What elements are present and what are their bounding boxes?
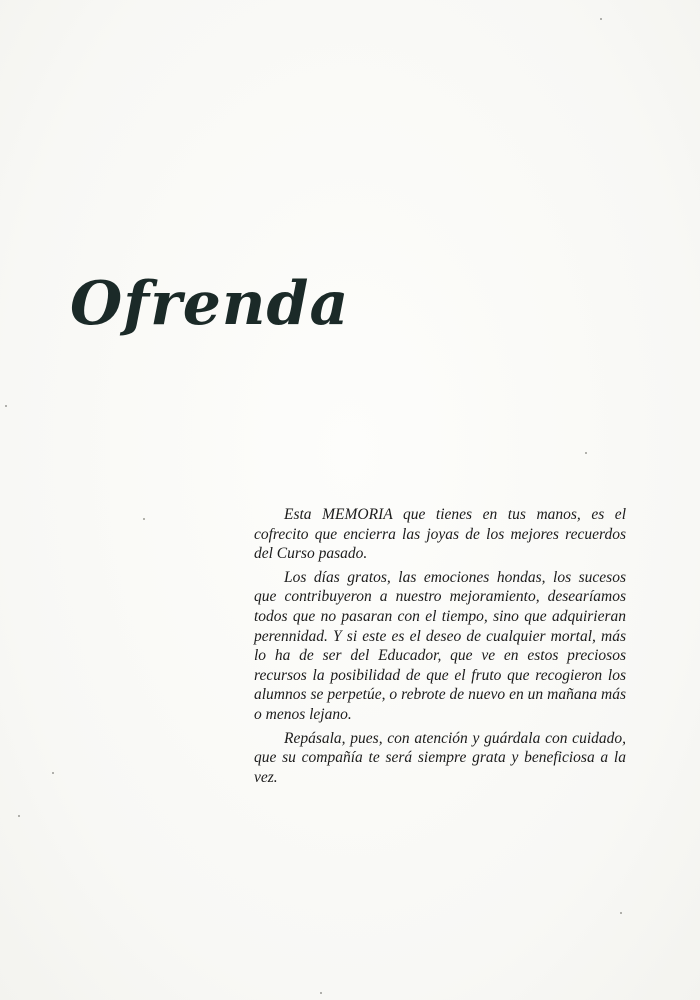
paper-speck <box>600 18 602 20</box>
paragraph-1: Esta MEMORIA que tienes en tus manos, es el cofrecito que encierra las joyas de los mejores recuerdos del Curso pasado. <box>254 506 626 563</box>
paragraph-2: Los días gratos, las emociones hondas, los sucesos que contribuyeron a nuestro mejoramiento, desearíamos todos que no pasaran con el tiempo, sino que adquirieran perennidad. Y si este es el deseo de cualquier mortal, más lo ha de ser del Educador, que ve en estos preciosos recursos la posibilidad de que el fruto que recogieron los alumnos se perpetúe, o rebrote de nuevo en un mañana más o menos lejano. <box>254 568 626 723</box>
dedication-text <box>254 505 626 791</box>
paper-speck <box>320 992 322 994</box>
paper-speck <box>52 772 54 774</box>
page-title: Ofrenda <box>70 269 350 339</box>
paper-speck <box>143 518 145 520</box>
paper-speck <box>18 815 20 817</box>
paper-speck <box>620 912 622 914</box>
paper-speck <box>5 405 7 407</box>
paragraph-3: Repásala, pues, con atención y guárdala con cuidado, que su compañía te será siempre grata y beneficiosa a la vez. <box>254 729 626 786</box>
paper-speck <box>585 452 587 454</box>
